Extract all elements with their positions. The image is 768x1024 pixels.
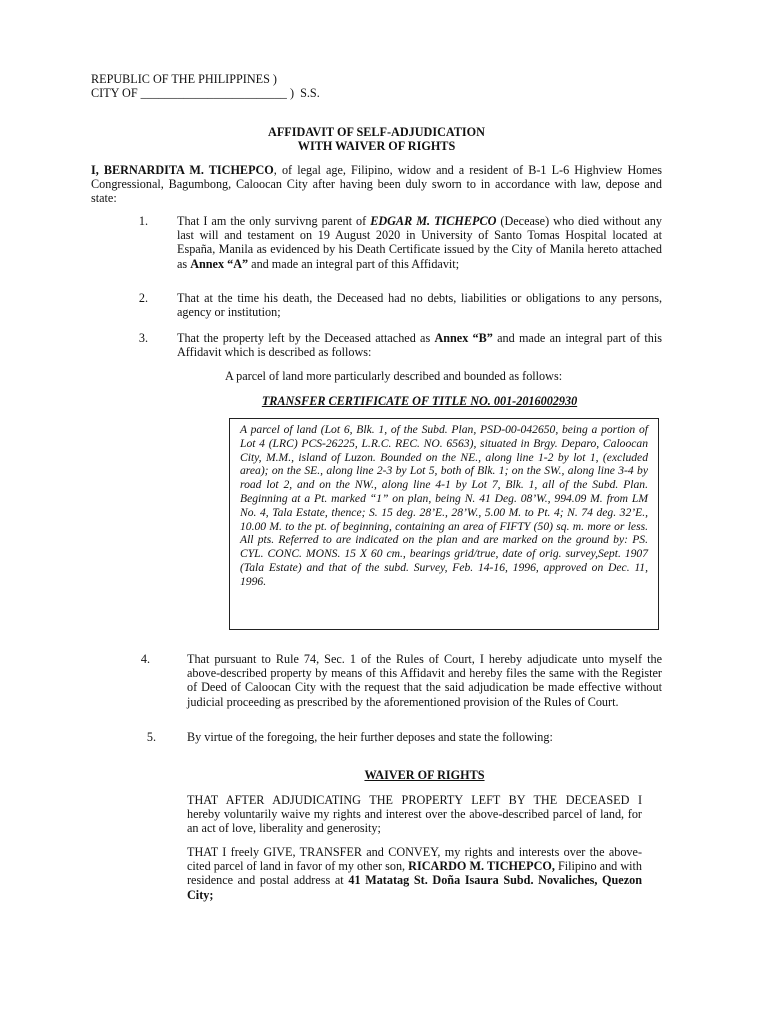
republic-header: REPUBLIC OF THE PHILIPPINES ) — [91, 72, 277, 86]
item-1-text-c: and made an integral part of this Affidavit; — [248, 256, 460, 271]
waiver-paragraph-2 — [187, 845, 642, 902]
intro-paragraph — [91, 163, 662, 206]
parcel-intro: A parcel of land more particularly described and bounded as follows: — [225, 369, 563, 383]
grantee-name: RICARDO M. TICHEPCO, — [408, 859, 555, 874]
property-description-box — [229, 418, 659, 630]
item-3-number: 3. — [138, 331, 148, 345]
affiant-name: I, BERNARDITA M. TICHEPCO — [91, 163, 274, 177]
item-2-paragraph: That at the time his death, the Deceased had no debts, liabilities or obligations to any persons, agency or institution; — [177, 291, 662, 320]
item-1-paragraph — [177, 214, 662, 271]
annex-b-label: Annex “B” — [434, 331, 493, 345]
tct-title: TRANSFER CERTIFICATE OF TITLE NO. 001-2016002930 — [261, 394, 578, 408]
grantee-address: 41 Matatag St. Doña Isaura Subd. Novaliches, Quezon City; — [187, 873, 642, 902]
decedent-name: EDGAR M. TICHEPCO — [370, 214, 497, 228]
item-1-number: 1. — [138, 214, 148, 228]
document-title: AFFIDAVIT OF SELF-ADJUDICATION — [268, 125, 485, 139]
waiver-paragraph-1: THAT AFTER ADJUDICATING THE PROPERTY LEFT BY THE DECEASED I hereby voluntarily waive my rights and interest over the above-described parcel of land, for an act of love, liberality and generosity; — [187, 793, 670, 836]
item-4-number: 4. — [140, 652, 150, 666]
item-1-text-b: (Decease) who died without any last will and testament on 19 August 2020 in University of Santo Tomas Hospital located at España, Manila as evidenced by his Death Certificate issued by the City of Manila hereto attached as — [177, 214, 662, 271]
annex-a-label: Annex “A” — [190, 256, 249, 271]
item-4-paragraph: That pursuant to Rule 74, Sec. 1 of the Rules of Court, I hereby adjudicate unto myself the above-described property by means of this Affidavit and hereby files the same with the Register of Deed of Caloocan City with the request that the said adjudication be made effective without judicial proceeding as prescribed by the aforementioned provision of the Rules of Court. — [187, 652, 662, 709]
item-3-text-a: That the property left by the Deceased attached as — [177, 331, 435, 345]
item-2-number: 2. — [138, 291, 148, 305]
waiver-2-text-a: THAT I freely GIVE, TRANSFER and CONVEY, my rights and interests over the above- cited parcel of land in favor of my other son, — [187, 845, 642, 874]
waiver-title: WAIVER OF RIGHTS — [364, 768, 485, 782]
item-5-paragraph: By virtue of the foregoing, the heir further deposes and state the following: — [187, 730, 553, 744]
item-5-number: 5. — [146, 730, 156, 744]
city-header: CITY OF ________________________ ) S.S. — [91, 86, 320, 100]
property-description: A parcel of land (Lot 6, Blk. 1, of the Subd. Plan, PSD-00-042650, being a portion of Lot 4 (LRC) PCS-26225, L.R.C. REC. NO. 6563), situated in Brgy. Deparo, Caloocan City, M.M., island of Luzon. Bounded on the NE., along line 1-2 by lot 1, (excluded area); on the SE., along line 2-3 by Lot 5, both of Blk. 1; on the SW., along line 3-4 by road lot 2, and on the NW., along line 4-1 by Lot 7, Blk. 1, all of the Subd. Plan. Beginning at a Pt. marked “1” on plan, being N. 41 Deg. 08’W., 994.09 M. from LM No. 4, Tala Estate, thence; S. 15 deg. 28’E., 28’W., 5.00 M. to Pt. 4; N. 74 deg. 32’E., 10.00 M. to the pt. of beginning, containing an area of FIFTY (50) sq. m. more or less. All pts. Referred to are indicated on the plan and are marked on the ground by: PS. CYL. CONC. MONS. 15 X 60 cm., bearings grid/true, date of orig. survey,Sept. 1907 (Tala Estate) and that of the subd. Survey, Feb. 14-16, 1996, approved on Dec. 11, 1996. — [240, 423, 648, 588]
item-3-paragraph — [177, 331, 662, 359]
document-subtitle: WITH WAIVER OF RIGHTS — [297, 139, 456, 153]
waiver-2-text-b: Filipino and with residence and postal address at — [187, 859, 642, 888]
item-1-text-a: That I am the only survivng parent of — [177, 214, 371, 228]
item-3-text-b: and made an integral part of this Affidavit which is described as follows: — [177, 331, 662, 360]
intro-text: , of legal age, Filipino, widow and a resident of B-1 L-6 Highview Homes Congressional, Bagumbong, Caloocan City after having been duly sworn to in accordance with law, depose and state: — [91, 163, 662, 206]
